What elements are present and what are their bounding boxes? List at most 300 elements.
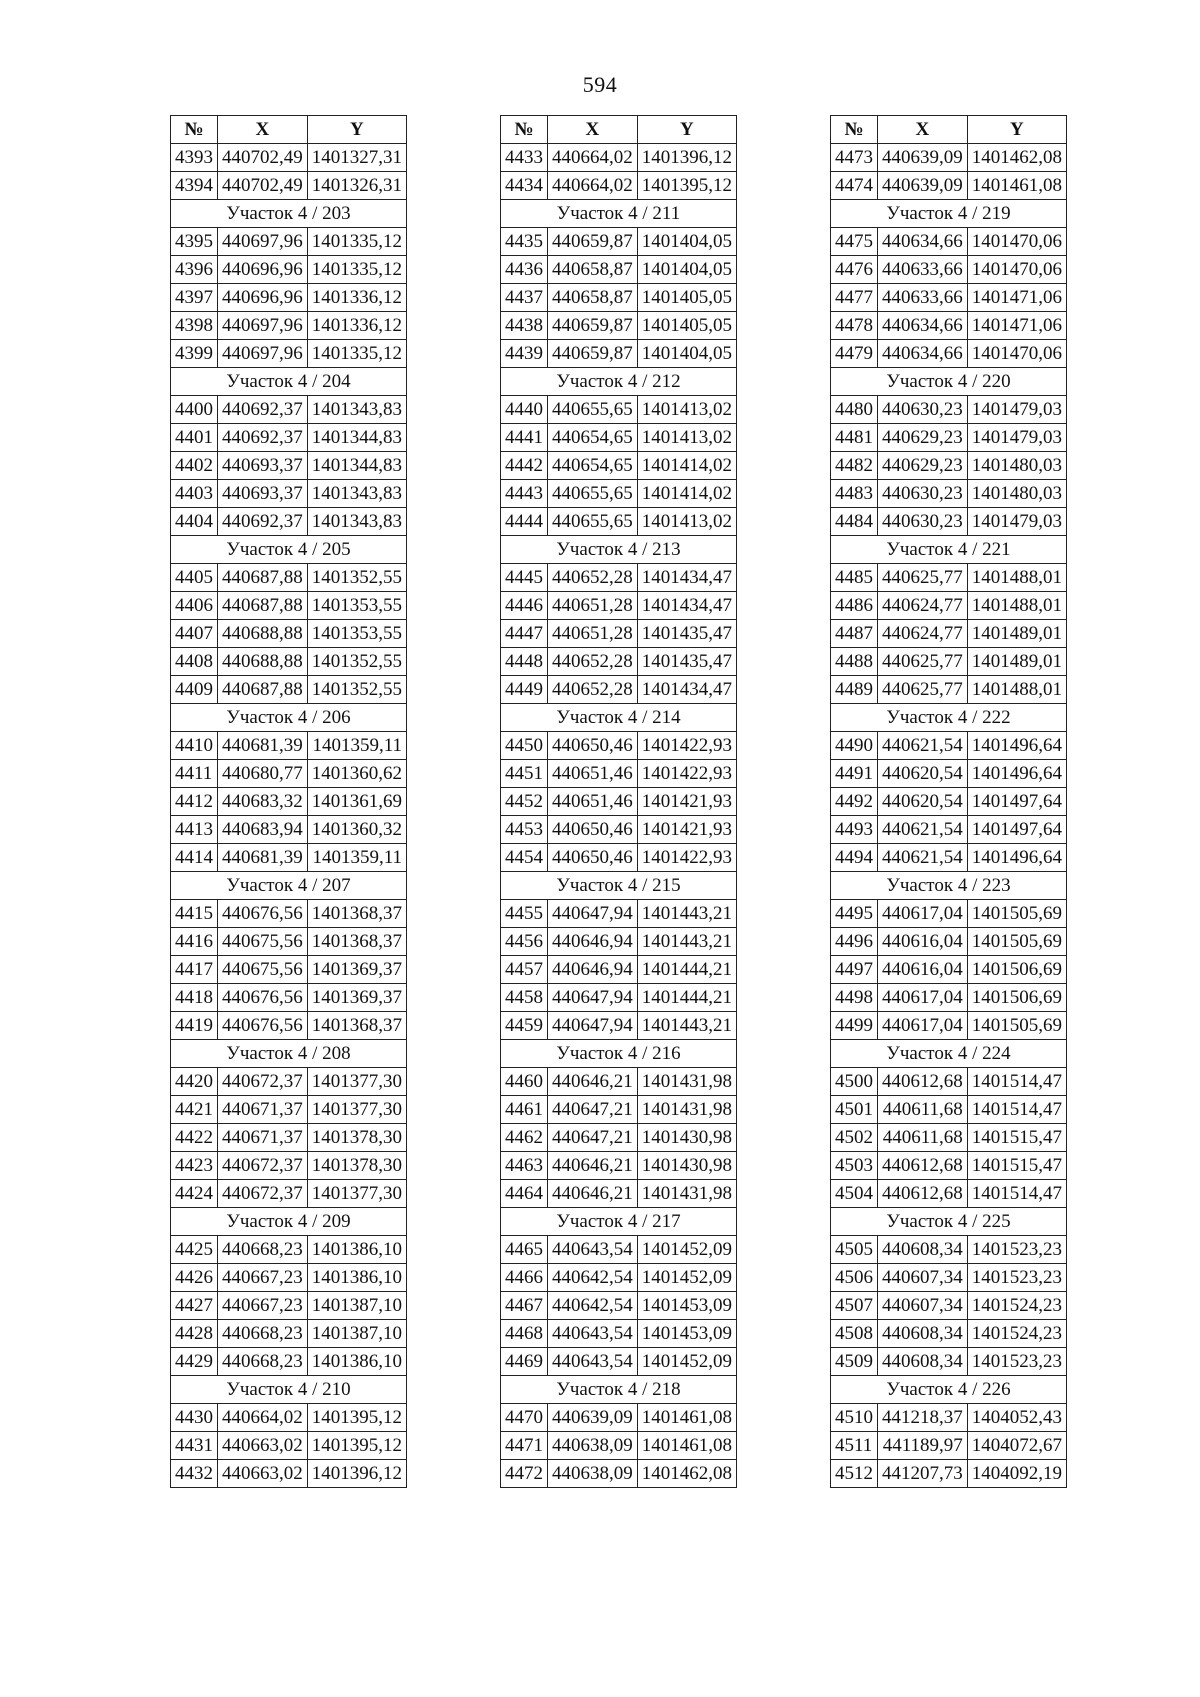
y-coordinate-cell: 1401480,03 — [967, 452, 1066, 480]
point-number-cell: 4454 — [501, 844, 548, 872]
y-coordinate-cell: 1401386,10 — [307, 1264, 406, 1292]
coordinate-table — [830, 115, 1067, 1488]
table-row — [831, 452, 1067, 480]
point-number-cell: 4404 — [171, 508, 218, 536]
table-row — [831, 284, 1067, 312]
y-coordinate-cell: 1401396,12 — [637, 144, 736, 172]
section-label: Участок 4 / 205 — [171, 536, 407, 564]
table-row — [501, 1012, 737, 1040]
point-number-cell: 4397 — [171, 284, 218, 312]
x-coordinate-cell: 440630,23 — [878, 508, 968, 536]
x-coordinate-cell: 440693,37 — [218, 452, 308, 480]
x-coordinate-cell: 440697,96 — [218, 340, 308, 368]
table-row — [831, 592, 1067, 620]
y-coordinate-cell: 1401359,11 — [307, 732, 406, 760]
y-coordinate-cell: 1401335,12 — [307, 228, 406, 256]
table-row — [831, 1292, 1067, 1320]
section-label: Участок 4 / 224 — [831, 1040, 1067, 1068]
y-coordinate-cell: 1401387,10 — [307, 1292, 406, 1320]
table-row — [171, 788, 407, 816]
y-coordinate-cell: 1401489,01 — [967, 620, 1066, 648]
section-header-row — [171, 200, 407, 228]
y-coordinate-cell: 1401480,03 — [967, 480, 1066, 508]
section-label: Участок 4 / 214 — [501, 704, 737, 732]
point-number-cell: 4421 — [171, 1096, 218, 1124]
x-coordinate-cell: 440638,09 — [548, 1460, 638, 1488]
point-number-cell: 4406 — [171, 592, 218, 620]
x-coordinate-cell: 440611,68 — [878, 1124, 968, 1152]
header-y: Y — [307, 116, 406, 144]
x-coordinate-cell: 440702,49 — [218, 144, 308, 172]
table-row — [501, 1348, 737, 1376]
y-coordinate-cell: 1401377,30 — [307, 1068, 406, 1096]
x-coordinate-cell: 440624,77 — [878, 620, 968, 648]
x-coordinate-cell: 440676,56 — [218, 984, 308, 1012]
table-row — [501, 1404, 737, 1432]
x-coordinate-cell: 440643,54 — [548, 1320, 638, 1348]
table-row — [171, 284, 407, 312]
x-coordinate-cell: 440639,09 — [548, 1404, 638, 1432]
x-coordinate-cell: 440612,68 — [878, 1068, 968, 1096]
point-number-cell: 4471 — [501, 1432, 548, 1460]
x-coordinate-cell: 440633,66 — [878, 284, 968, 312]
y-coordinate-cell: 1401505,69 — [967, 928, 1066, 956]
y-coordinate-cell: 1401386,10 — [307, 1348, 406, 1376]
section-header-row — [501, 1376, 737, 1404]
x-coordinate-cell: 440696,96 — [218, 256, 308, 284]
table-row — [501, 676, 737, 704]
x-coordinate-cell: 440647,94 — [548, 900, 638, 928]
point-number-cell: 4446 — [501, 592, 548, 620]
point-number-cell: 4434 — [501, 172, 548, 200]
x-coordinate-cell: 440651,46 — [548, 760, 638, 788]
x-coordinate-cell: 440643,54 — [548, 1348, 638, 1376]
page-number: 594 — [582, 72, 618, 97]
section-header-row — [171, 1208, 407, 1236]
y-coordinate-cell: 1401444,21 — [637, 984, 736, 1012]
point-number-cell: 4436 — [501, 256, 548, 284]
x-coordinate-cell: 440624,77 — [878, 592, 968, 620]
x-coordinate-cell: 440681,39 — [218, 844, 308, 872]
x-coordinate-cell: 440697,96 — [218, 312, 308, 340]
x-coordinate-cell: 440693,37 — [218, 480, 308, 508]
y-coordinate-cell: 1401506,69 — [967, 984, 1066, 1012]
y-coordinate-cell: 1401360,62 — [307, 760, 406, 788]
x-coordinate-cell: 440621,54 — [878, 816, 968, 844]
point-number-cell: 4457 — [501, 956, 548, 984]
point-number-cell: 4491 — [831, 760, 878, 788]
point-number-cell: 4431 — [171, 1432, 218, 1460]
y-coordinate-cell: 1401377,30 — [307, 1096, 406, 1124]
y-coordinate-cell: 1401344,83 — [307, 424, 406, 452]
x-coordinate-cell: 440629,23 — [878, 424, 968, 452]
table-row — [171, 340, 407, 368]
table-row — [831, 144, 1067, 172]
y-coordinate-cell: 1401435,47 — [637, 648, 736, 676]
point-number-cell: 4422 — [171, 1124, 218, 1152]
y-coordinate-cell: 1401488,01 — [967, 592, 1066, 620]
table-row — [501, 648, 737, 676]
point-number-cell: 4408 — [171, 648, 218, 676]
table-row — [171, 1348, 407, 1376]
table-row — [171, 928, 407, 956]
y-coordinate-cell: 1401352,55 — [307, 648, 406, 676]
y-coordinate-cell: 1401524,23 — [967, 1292, 1066, 1320]
table-row — [831, 424, 1067, 452]
y-coordinate-cell: 1401396,12 — [307, 1460, 406, 1488]
point-number-cell: 4475 — [831, 228, 878, 256]
table-row — [501, 760, 737, 788]
point-number-cell: 4409 — [171, 676, 218, 704]
point-number-cell: 4407 — [171, 620, 218, 648]
section-header-row — [171, 536, 407, 564]
x-coordinate-cell: 440668,23 — [218, 1320, 308, 1348]
point-number-cell: 4469 — [501, 1348, 548, 1376]
table-row — [831, 1460, 1067, 1488]
point-number-cell: 4398 — [171, 312, 218, 340]
table-row — [831, 1236, 1067, 1264]
y-coordinate-cell: 1401422,93 — [637, 732, 736, 760]
table-row — [171, 312, 407, 340]
point-number-cell: 4508 — [831, 1320, 878, 1348]
table-row — [171, 396, 407, 424]
point-number-cell: 4492 — [831, 788, 878, 816]
y-coordinate-cell: 1401523,23 — [967, 1348, 1066, 1376]
x-coordinate-cell: 440625,77 — [878, 676, 968, 704]
x-coordinate-cell: 440667,23 — [218, 1292, 308, 1320]
table-row — [171, 1124, 407, 1152]
y-coordinate-cell: 1401386,10 — [307, 1236, 406, 1264]
point-number-cell: 4472 — [501, 1460, 548, 1488]
x-coordinate-cell: 440608,34 — [878, 1320, 968, 1348]
table-body — [171, 144, 407, 1488]
point-number-cell: 4428 — [171, 1320, 218, 1348]
x-coordinate-cell: 440663,02 — [218, 1460, 308, 1488]
point-number-cell: 4486 — [831, 592, 878, 620]
point-number-cell: 4412 — [171, 788, 218, 816]
section-header-row — [501, 1040, 737, 1068]
y-coordinate-cell: 1401378,30 — [307, 1124, 406, 1152]
x-coordinate-cell: 440672,37 — [218, 1180, 308, 1208]
point-number-cell: 4416 — [171, 928, 218, 956]
x-coordinate-cell: 440692,37 — [218, 508, 308, 536]
coordinate-table — [500, 115, 737, 1488]
y-coordinate-cell: 1401514,47 — [967, 1096, 1066, 1124]
x-coordinate-cell: 440638,09 — [548, 1432, 638, 1460]
section-label: Участок 4 / 204 — [171, 368, 407, 396]
table-row — [171, 984, 407, 1012]
x-coordinate-cell: 440671,37 — [218, 1124, 308, 1152]
table-row — [171, 1012, 407, 1040]
point-number-cell: 4456 — [501, 928, 548, 956]
section-header-row — [831, 1376, 1067, 1404]
point-number-cell: 4476 — [831, 256, 878, 284]
table-row — [171, 1096, 407, 1124]
x-coordinate-cell: 440654,65 — [548, 424, 638, 452]
section-label: Участок 4 / 212 — [501, 368, 737, 396]
x-coordinate-cell: 440629,23 — [878, 452, 968, 480]
header-y: Y — [967, 116, 1066, 144]
x-coordinate-cell: 440651,28 — [548, 592, 638, 620]
x-coordinate-cell: 440617,04 — [878, 1012, 968, 1040]
section-label: Участок 4 / 210 — [171, 1376, 407, 1404]
point-number-cell: 4396 — [171, 256, 218, 284]
x-coordinate-cell: 440607,34 — [878, 1264, 968, 1292]
y-coordinate-cell: 1401361,69 — [307, 788, 406, 816]
point-number-cell: 4402 — [171, 452, 218, 480]
x-coordinate-cell: 440687,88 — [218, 676, 308, 704]
point-number-cell: 4462 — [501, 1124, 548, 1152]
y-coordinate-cell: 1401443,21 — [637, 900, 736, 928]
section-label: Участок 4 / 217 — [501, 1208, 737, 1236]
header-number: № — [171, 116, 218, 144]
x-coordinate-cell: 440658,87 — [548, 284, 638, 312]
section-label: Участок 4 / 219 — [831, 200, 1067, 228]
point-number-cell: 4455 — [501, 900, 548, 928]
x-coordinate-cell: 440651,28 — [548, 620, 638, 648]
point-number-cell: 4453 — [501, 816, 548, 844]
point-number-cell: 4499 — [831, 1012, 878, 1040]
point-number-cell: 4411 — [171, 760, 218, 788]
table-row — [501, 592, 737, 620]
table-row — [171, 424, 407, 452]
point-number-cell: 4505 — [831, 1236, 878, 1264]
table-row — [501, 396, 737, 424]
table-row — [831, 1012, 1067, 1040]
table-row — [501, 312, 737, 340]
table-row — [501, 228, 737, 256]
point-number-cell: 4417 — [171, 956, 218, 984]
x-coordinate-cell: 441207,73 — [878, 1460, 968, 1488]
point-number-cell: 4449 — [501, 676, 548, 704]
x-coordinate-cell: 440647,94 — [548, 984, 638, 1012]
x-coordinate-cell: 440672,37 — [218, 1152, 308, 1180]
y-coordinate-cell: 1401434,47 — [637, 592, 736, 620]
y-coordinate-cell: 1401497,64 — [967, 788, 1066, 816]
x-coordinate-cell: 440608,34 — [878, 1348, 968, 1376]
x-coordinate-cell: 440668,23 — [218, 1348, 308, 1376]
x-coordinate-cell: 440647,94 — [548, 1012, 638, 1040]
x-coordinate-cell: 440664,02 — [548, 144, 638, 172]
point-number-cell: 4500 — [831, 1068, 878, 1096]
section-label: Участок 4 / 226 — [831, 1376, 1067, 1404]
table-row — [171, 172, 407, 200]
point-number-cell: 4423 — [171, 1152, 218, 1180]
point-number-cell: 4458 — [501, 984, 548, 1012]
table-row — [831, 508, 1067, 536]
x-coordinate-cell: 440646,21 — [548, 1068, 638, 1096]
y-coordinate-cell: 1401413,02 — [637, 396, 736, 424]
table-header — [171, 116, 407, 144]
y-coordinate-cell: 1401414,02 — [637, 480, 736, 508]
point-number-cell: 4419 — [171, 1012, 218, 1040]
point-number-cell: 4512 — [831, 1460, 878, 1488]
y-coordinate-cell: 1401435,47 — [637, 620, 736, 648]
table-row — [831, 816, 1067, 844]
table-row — [171, 844, 407, 872]
section-header-row — [831, 872, 1067, 900]
y-coordinate-cell: 1401470,06 — [967, 228, 1066, 256]
y-coordinate-cell: 1401452,09 — [637, 1264, 736, 1292]
x-coordinate-cell: 440675,56 — [218, 928, 308, 956]
y-coordinate-cell: 1401395,12 — [307, 1404, 406, 1432]
y-coordinate-cell: 1404092,19 — [967, 1460, 1066, 1488]
x-coordinate-cell: 440650,46 — [548, 732, 638, 760]
table-row — [501, 144, 737, 172]
section-header-row — [171, 704, 407, 732]
point-number-cell: 4448 — [501, 648, 548, 676]
y-coordinate-cell: 1401377,30 — [307, 1180, 406, 1208]
point-number-cell: 4485 — [831, 564, 878, 592]
section-header-row — [501, 368, 737, 396]
x-coordinate-cell: 440663,02 — [218, 1432, 308, 1460]
y-coordinate-cell: 1401461,08 — [637, 1404, 736, 1432]
table-row — [171, 956, 407, 984]
x-coordinate-cell: 440634,66 — [878, 340, 968, 368]
table-row — [831, 648, 1067, 676]
table-row — [501, 284, 737, 312]
table-row — [501, 1124, 737, 1152]
x-coordinate-cell: 440621,54 — [878, 732, 968, 760]
x-coordinate-cell: 440611,68 — [878, 1096, 968, 1124]
point-number-cell: 4474 — [831, 172, 878, 200]
point-number-cell: 4450 — [501, 732, 548, 760]
y-coordinate-cell: 1401496,64 — [967, 844, 1066, 872]
x-coordinate-cell: 440651,46 — [548, 788, 638, 816]
point-number-cell: 4432 — [171, 1460, 218, 1488]
x-coordinate-cell: 440633,66 — [878, 256, 968, 284]
point-number-cell: 4473 — [831, 144, 878, 172]
x-coordinate-cell: 440652,28 — [548, 564, 638, 592]
y-coordinate-cell: 1401461,08 — [967, 172, 1066, 200]
section-header-row — [171, 368, 407, 396]
y-coordinate-cell: 1401421,93 — [637, 816, 736, 844]
point-number-cell: 4452 — [501, 788, 548, 816]
point-number-cell: 4470 — [501, 1404, 548, 1432]
y-coordinate-cell: 1401343,83 — [307, 480, 406, 508]
table-row — [171, 256, 407, 284]
y-coordinate-cell: 1401461,08 — [637, 1432, 736, 1460]
y-coordinate-cell: 1401443,21 — [637, 928, 736, 956]
x-coordinate-cell: 440658,87 — [548, 256, 638, 284]
point-number-cell: 4394 — [171, 172, 218, 200]
x-coordinate-cell: 440655,65 — [548, 396, 638, 424]
point-number-cell: 4481 — [831, 424, 878, 452]
point-number-cell: 4433 — [501, 144, 548, 172]
table-row — [501, 1292, 737, 1320]
table-row — [501, 1320, 737, 1348]
table-row — [171, 816, 407, 844]
table-row — [831, 620, 1067, 648]
y-coordinate-cell: 1401413,02 — [637, 424, 736, 452]
y-coordinate-cell: 1401335,12 — [307, 256, 406, 284]
x-coordinate-cell: 440672,37 — [218, 1068, 308, 1096]
point-number-cell: 4501 — [831, 1096, 878, 1124]
x-coordinate-cell: 440612,68 — [878, 1152, 968, 1180]
x-coordinate-cell: 440616,04 — [878, 956, 968, 984]
table-row — [831, 1124, 1067, 1152]
section-label: Участок 4 / 220 — [831, 368, 1067, 396]
table-row — [831, 1432, 1067, 1460]
table-row — [171, 452, 407, 480]
x-coordinate-cell: 440655,65 — [548, 480, 638, 508]
y-coordinate-cell: 1401434,47 — [637, 676, 736, 704]
point-number-cell: 4451 — [501, 760, 548, 788]
point-number-cell: 4441 — [501, 424, 548, 452]
y-coordinate-cell: 1401489,01 — [967, 648, 1066, 676]
header-y: Y — [637, 116, 736, 144]
table-row — [501, 1236, 737, 1264]
table-row — [171, 676, 407, 704]
y-coordinate-cell: 1401430,98 — [637, 1124, 736, 1152]
y-coordinate-cell: 1401335,12 — [307, 340, 406, 368]
x-coordinate-cell: 440675,56 — [218, 956, 308, 984]
point-number-cell: 4447 — [501, 620, 548, 648]
section-header-row — [171, 1040, 407, 1068]
x-coordinate-cell: 440639,09 — [878, 144, 968, 172]
section-label: Участок 4 / 225 — [831, 1208, 1067, 1236]
point-number-cell: 4403 — [171, 480, 218, 508]
table-row — [831, 1264, 1067, 1292]
point-number-cell: 4399 — [171, 340, 218, 368]
y-coordinate-cell: 1401443,21 — [637, 1012, 736, 1040]
y-coordinate-cell: 1401431,98 — [637, 1096, 736, 1124]
x-coordinate-cell: 440634,66 — [878, 312, 968, 340]
x-coordinate-cell: 440668,23 — [218, 1236, 308, 1264]
point-number-cell: 4395 — [171, 228, 218, 256]
section-header-row — [831, 200, 1067, 228]
section-label: Участок 4 / 216 — [501, 1040, 737, 1068]
table-row — [501, 1152, 737, 1180]
x-coordinate-cell: 440688,88 — [218, 648, 308, 676]
y-coordinate-cell: 1401471,06 — [967, 312, 1066, 340]
point-number-cell: 4444 — [501, 508, 548, 536]
table-row — [501, 1180, 737, 1208]
point-number-cell: 4459 — [501, 1012, 548, 1040]
y-coordinate-cell: 1401404,05 — [637, 228, 736, 256]
table-row — [831, 340, 1067, 368]
x-coordinate-cell: 440650,46 — [548, 844, 638, 872]
x-coordinate-cell: 440616,04 — [878, 928, 968, 956]
x-coordinate-cell: 440642,54 — [548, 1292, 638, 1320]
y-coordinate-cell: 1401496,64 — [967, 760, 1066, 788]
x-coordinate-cell: 440630,23 — [878, 480, 968, 508]
point-number-cell: 4468 — [501, 1320, 548, 1348]
header-x: X — [218, 116, 308, 144]
y-coordinate-cell: 1401514,47 — [967, 1180, 1066, 1208]
table-row — [501, 1068, 737, 1096]
x-coordinate-cell: 440612,68 — [878, 1180, 968, 1208]
table-row — [501, 424, 737, 452]
y-coordinate-cell: 1401452,09 — [637, 1236, 736, 1264]
section-header-row — [171, 872, 407, 900]
x-coordinate-cell: 440617,04 — [878, 900, 968, 928]
table-row — [831, 396, 1067, 424]
section-label: Участок 4 / 223 — [831, 872, 1067, 900]
y-coordinate-cell: 1401378,30 — [307, 1152, 406, 1180]
table-row — [501, 172, 737, 200]
table-row — [171, 900, 407, 928]
x-coordinate-cell: 440634,66 — [878, 228, 968, 256]
point-number-cell: 4510 — [831, 1404, 878, 1432]
x-coordinate-cell: 440664,02 — [548, 172, 638, 200]
table-row — [501, 1432, 737, 1460]
y-coordinate-cell: 1401368,37 — [307, 900, 406, 928]
y-coordinate-cell: 1401453,09 — [637, 1292, 736, 1320]
table-row — [501, 732, 737, 760]
x-coordinate-cell: 440646,21 — [548, 1152, 638, 1180]
x-coordinate-cell: 440655,65 — [548, 508, 638, 536]
